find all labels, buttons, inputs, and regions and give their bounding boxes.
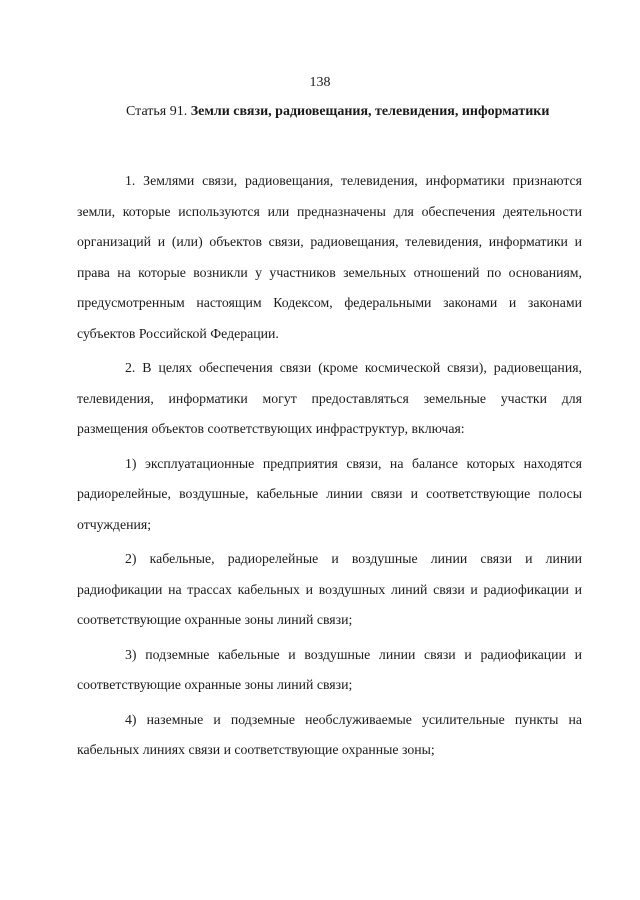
paragraph-1: 1. Землями связи, радиовещания, телевидения, информатики признаются земли, которые используются или предназначены для обеспечения деятельности организаций и (или) объектов связи, радиовещания, телевидения, информатики и права на которые возникли у участников земельных отношений по основаниям, предусмотренным настоящим Кодексом, федеральными законами и законами субъектов Российской Федерации. (77, 173, 582, 341)
page-number: 138 (309, 75, 331, 90)
list-item-1: 1) эксплуатационные предприятия связи, на балансе которых находятся радиорелейные, воздушные, кабельные линии связи и соответствующие полосы отчуждения; (77, 455, 582, 532)
article-body (77, 166, 582, 770)
paragraph-2: 2. В целях обеспечения связи (кроме космической связи), радиовещания, телевидения, информатики могут предоставляться земельные участки для размещения объектов соответствующих инфраструктур, включая: (77, 360, 582, 436)
list-item-4: 4) наземные и подземные необслуживаемые усилительные пункты на кабельных линиях связи и соответствующие охранные зоны; (77, 711, 582, 757)
article-number: Статья 91. (126, 104, 188, 119)
list-item-3: 3) подземные кабельные и воздушные линии связи и радиофикации и соответствующие охранные зоны линий связи; (77, 646, 582, 692)
article-heading (126, 103, 549, 121)
article-title: Земли связи, радиовещания, телевидения, информатики (190, 104, 550, 119)
list-item-2: 2) кабельные, радиорелейные и воздушные линии связи и линии радиофикации на трассах кабельных и воздушных линий связи и радиофикации и соответствующие охранные зоны линий связи; (77, 551, 582, 627)
